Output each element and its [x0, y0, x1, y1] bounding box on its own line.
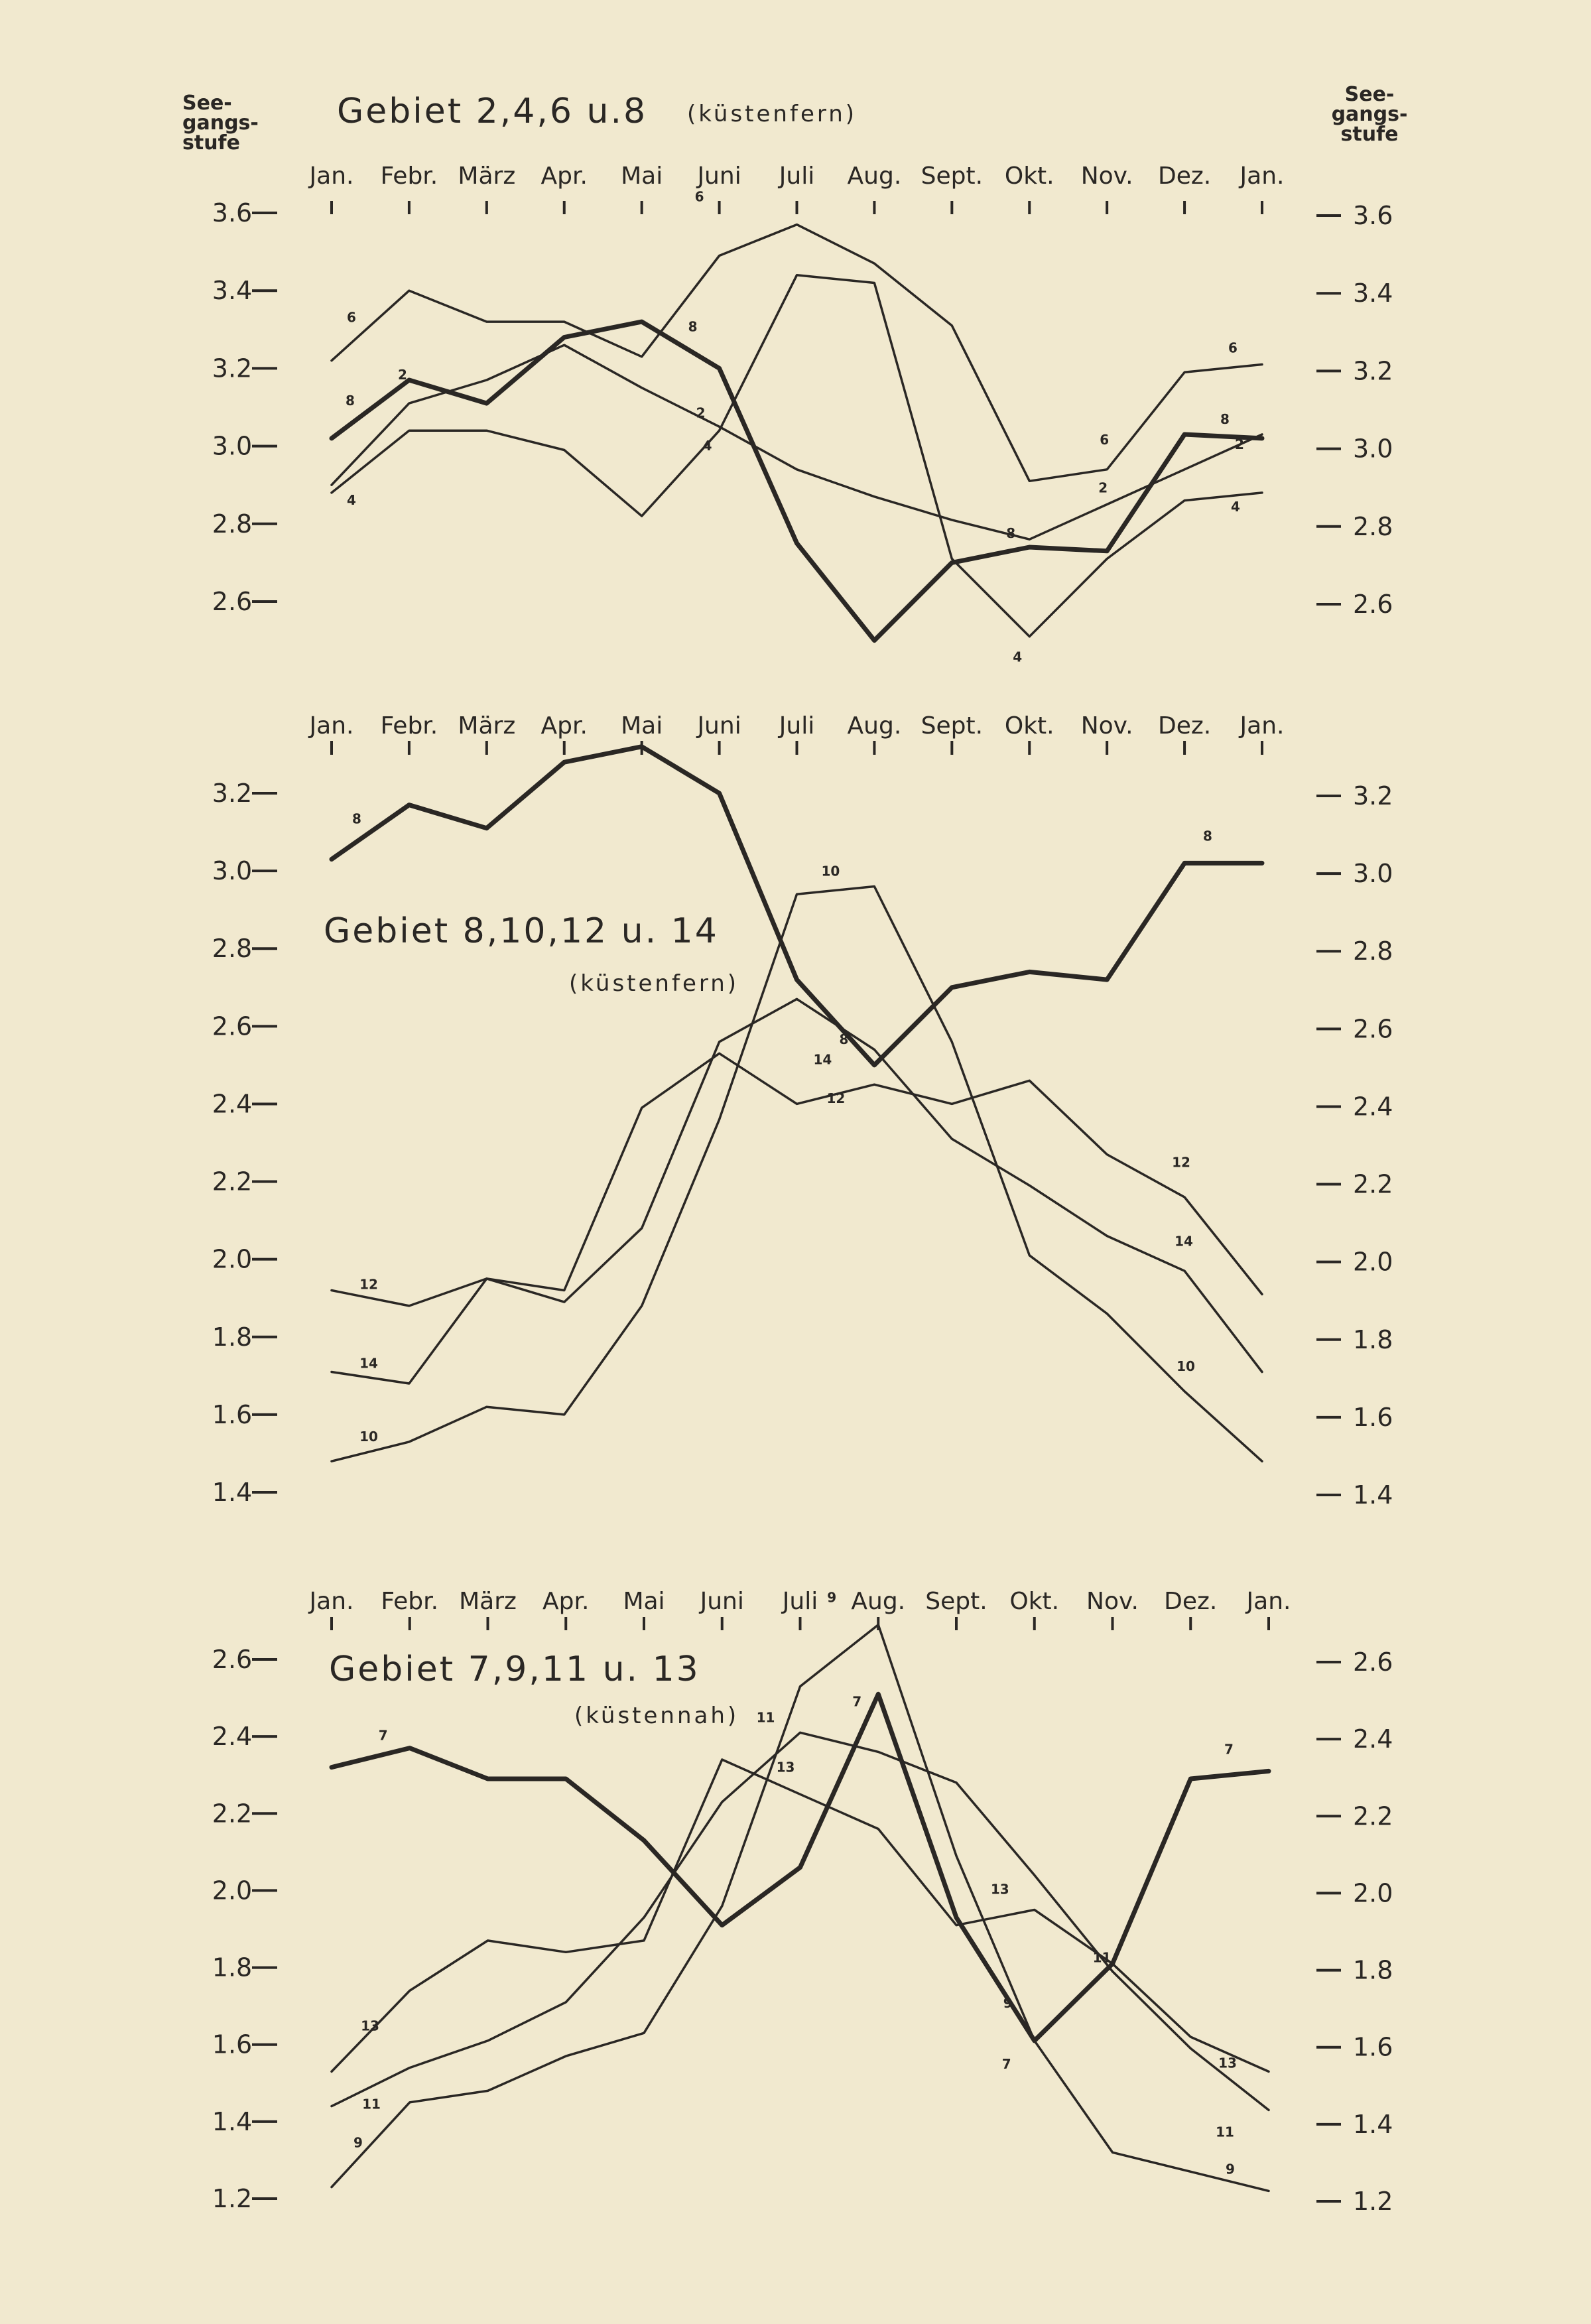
chart-title: Gebiet 8,10,12 u. 14	[324, 911, 719, 951]
x-tick-label: Okt.	[1009, 1588, 1060, 1615]
x-tick-label: Aug.	[847, 712, 902, 740]
y-tick-label-right: 1.6	[1353, 2032, 1393, 2062]
x-tick-label: Juli	[782, 1588, 818, 1615]
y-tick-label-right: 3.0	[1353, 859, 1393, 889]
y-tick-label-right: 2.8	[1353, 511, 1393, 541]
x-tick-label: Juli	[779, 162, 815, 190]
y-tick-label-left: 3.2	[212, 779, 253, 808]
y-tick-label-right: 2.6	[1353, 1647, 1393, 1677]
series-line-8	[332, 322, 1262, 640]
y-tick-label-left: 2.4	[212, 1089, 253, 1119]
series-label-8: 8	[346, 392, 355, 409]
series-label-13: 13	[361, 2018, 379, 2034]
axis-label-line: stufe	[1340, 123, 1399, 146]
y-tick-label-right: 2.6	[1353, 1014, 1393, 1044]
series-line-13	[332, 1760, 1269, 2071]
y-tick-label-right: 1.4	[1353, 1480, 1393, 1510]
x-tick-label: Juni	[700, 1588, 744, 1615]
y-tick-label-left: 1.2	[212, 2184, 253, 2213]
x-tick-label: Sept.	[925, 1588, 987, 1615]
y-tick-label-left: 1.8	[212, 1322, 253, 1352]
series-label-14: 14	[813, 1051, 832, 1068]
chart-subtitle: (küstenfern)	[687, 101, 858, 127]
y-tick-label-left: 3.2	[212, 354, 253, 383]
y-tick-label-left: 2.6	[212, 587, 253, 616]
series-label-9: 9	[353, 2134, 363, 2151]
x-tick-label: Sept.	[921, 712, 984, 740]
x-tick-label: Dez.	[1164, 1588, 1218, 1615]
chart-subtitle: (küstennah)	[574, 1703, 739, 1729]
series-label-8: 8	[1220, 411, 1230, 427]
series-line-6	[332, 225, 1262, 482]
series-label-8: 8	[1203, 828, 1212, 844]
y-tick-label-left: 1.6	[212, 2030, 253, 2059]
series-label-2: 2	[696, 405, 706, 421]
series-label-8: 8	[688, 318, 698, 335]
y-tick-label-left: 2.6	[212, 1645, 253, 1674]
y-tick-label-right: 1.8	[1353, 1324, 1393, 1354]
x-tick-label: März	[459, 1588, 517, 1615]
x-tick-label: Jan.	[1240, 712, 1285, 740]
chart-panels	[212, 92, 1393, 2216]
x-tick-label: Apr.	[541, 162, 588, 190]
x-tick-label: Juli	[779, 712, 815, 740]
series-label-6: 6	[694, 188, 704, 205]
x-tick-label: Dez.	[1157, 712, 1212, 740]
y-tick-label-right: 2.4	[1353, 1092, 1393, 1122]
x-tick-label: Mai	[621, 712, 663, 740]
x-tick-label: Jan.	[1246, 1588, 1291, 1615]
series-label-13: 13	[990, 1881, 1009, 1898]
y-tick-label-left: 1.4	[212, 2106, 253, 2136]
x-tick-label: Okt.	[1004, 162, 1054, 190]
y-tick-label-left: 2.2	[212, 1799, 253, 1829]
series-label-4: 4	[347, 491, 356, 508]
y-tick-label-right: 2.2	[1353, 1801, 1393, 1831]
chart-panel-1	[212, 92, 1393, 665]
series-label-13: 13	[776, 1759, 795, 1775]
series-label-14: 14	[1175, 1233, 1193, 1250]
series-label-11: 11	[1216, 2124, 1234, 2140]
y-tick-label-right: 3.4	[1353, 279, 1393, 308]
y-tick-label-left: 1.6	[212, 1399, 253, 1429]
axis-label-line: gangs-	[182, 111, 259, 135]
axis-label-line: gangs-	[1331, 103, 1408, 126]
y-tick-label-left: 2.0	[212, 1244, 253, 1274]
y-tick-label-left: 2.0	[212, 1876, 253, 1905]
y-tick-label-right: 2.0	[1353, 1878, 1393, 1908]
y-tick-label-left: 1.4	[212, 1478, 253, 1507]
y-tick-label-right: 1.2	[1353, 2187, 1393, 2216]
axis-label-line: stufe	[182, 131, 240, 155]
x-tick-label: Aug.	[851, 1588, 906, 1615]
series-label-12: 12	[359, 1276, 378, 1293]
x-tick-label: Nov.	[1080, 162, 1133, 190]
series-label-10: 10	[359, 1429, 378, 1445]
x-tick-label: Jan.	[309, 1588, 354, 1615]
x-tick-label: Dez.	[1157, 162, 1212, 190]
y-tick-label-left: 2.4	[212, 1722, 253, 1752]
series-line-2	[332, 345, 1262, 539]
y-tick-label-right: 3.2	[1353, 356, 1393, 386]
y-tick-label-right: 1.6	[1353, 1402, 1393, 1432]
axis-label-line: See-	[1344, 83, 1395, 106]
x-tick-label: Apr.	[542, 1588, 590, 1615]
x-tick-label: Sept.	[921, 162, 984, 190]
x-tick-label: Mai	[623, 1588, 665, 1615]
y-tick-label-left: 3.4	[212, 276, 253, 306]
y-tick-label-left: 2.8	[212, 509, 253, 539]
series-line-9	[332, 1625, 1269, 2191]
series-line-12	[332, 1053, 1262, 1306]
x-tick-label: März	[458, 162, 516, 190]
x-tick-label: Jan.	[1240, 162, 1285, 190]
y-tick-label-right: 2.8	[1353, 936, 1393, 966]
x-tick-label: Juni	[697, 162, 741, 190]
chart-panel-2	[212, 712, 1393, 1510]
series-label-10: 10	[821, 863, 840, 879]
y-tick-label-right: 1.8	[1353, 1955, 1393, 1985]
series-label-7: 7	[852, 1693, 862, 1710]
chart-subtitle: (küstenfern)	[569, 970, 739, 997]
x-tick-label: Apr.	[541, 712, 588, 740]
y-tick-label-left: 2.8	[212, 934, 253, 964]
series-label-6: 6	[1100, 431, 1110, 448]
series-line-8	[332, 747, 1262, 1068]
y-tick-label-left: 1.8	[212, 1953, 253, 1982]
y-tick-label-left: 3.0	[212, 431, 253, 461]
series-label-9: 9	[1226, 2161, 1235, 2177]
series-label-9: 9	[1003, 1994, 1013, 2011]
x-tick-label: Febr.	[380, 712, 438, 740]
series-line-4	[332, 275, 1262, 637]
y-tick-label-left: 2.6	[212, 1011, 253, 1041]
chart-panel-3	[212, 1588, 1393, 2216]
x-tick-label: März	[458, 712, 516, 740]
series-label-7: 7	[1224, 1741, 1234, 1758]
x-tick-label: Nov.	[1086, 1588, 1139, 1615]
series-label-11: 11	[1092, 1949, 1112, 1966]
series-label-11: 11	[756, 1709, 775, 1726]
series-line-14	[332, 999, 1262, 1384]
y-tick-label-right: 2.4	[1353, 1724, 1393, 1754]
x-tick-label: Jan.	[309, 162, 354, 190]
series-label-12: 12	[1172, 1154, 1190, 1171]
y-tick-label-right: 2.2	[1353, 1169, 1393, 1199]
series-line-7	[332, 1694, 1269, 2041]
y-tick-label-right: 2.6	[1353, 590, 1393, 619]
series-label-11: 11	[362, 2096, 381, 2112]
series-label-4: 4	[1013, 649, 1023, 665]
chart-title: Gebiet 2,4,6 u.8	[337, 92, 648, 131]
series-label-2: 2	[1098, 480, 1108, 496]
x-tick-label: Mai	[621, 162, 663, 190]
y-tick-label-right: 2.0	[1353, 1247, 1393, 1277]
series-line-10	[332, 887, 1262, 1462]
series-label-4: 4	[1231, 498, 1240, 515]
x-tick-label: Nov.	[1080, 712, 1133, 740]
x-tick-label: Juni	[697, 712, 741, 740]
series-label-2: 2	[1235, 436, 1244, 453]
y-tick-label-left: 2.2	[212, 1167, 253, 1196]
y-tick-label-right: 1.4	[1353, 2109, 1393, 2139]
series-label-12: 12	[826, 1090, 846, 1107]
series-label-10: 10	[1177, 1358, 1195, 1375]
y-tick-label-right: 3.2	[1353, 781, 1393, 810]
series-label-6: 6	[347, 309, 356, 326]
series-label-7: 7	[378, 1727, 388, 1744]
series-label-8: 8	[839, 1031, 849, 1047]
y-tick-label-right: 3.6	[1353, 201, 1393, 230]
left-axis-label	[182, 92, 259, 155]
axis-label-line: See-	[182, 92, 232, 115]
y-tick-label-right: 3.0	[1353, 434, 1393, 464]
series-label-4: 4	[702, 438, 712, 454]
chart-title: Gebiet 7,9,11 u. 13	[329, 1649, 700, 1689]
series-label-8: 8	[1006, 525, 1016, 541]
series-label-9: 9	[827, 1589, 837, 1606]
series-label-13: 13	[1218, 2055, 1237, 2071]
x-tick-label: Jan.	[309, 712, 354, 740]
x-tick-label: Aug.	[847, 162, 902, 190]
y-tick-label-left: 3.6	[212, 198, 253, 227]
series-label-2: 2	[397, 367, 407, 383]
right-axis-label	[1332, 83, 1408, 146]
series-label-14: 14	[359, 1355, 378, 1372]
y-tick-label-left: 3.0	[212, 856, 253, 886]
x-tick-label: Okt.	[1004, 712, 1054, 740]
series-label-8: 8	[352, 810, 361, 827]
series-label-6: 6	[1228, 340, 1238, 356]
x-tick-label: Febr.	[381, 1588, 439, 1615]
x-tick-label: Febr.	[380, 162, 438, 190]
series-label-7: 7	[1001, 2055, 1011, 2072]
